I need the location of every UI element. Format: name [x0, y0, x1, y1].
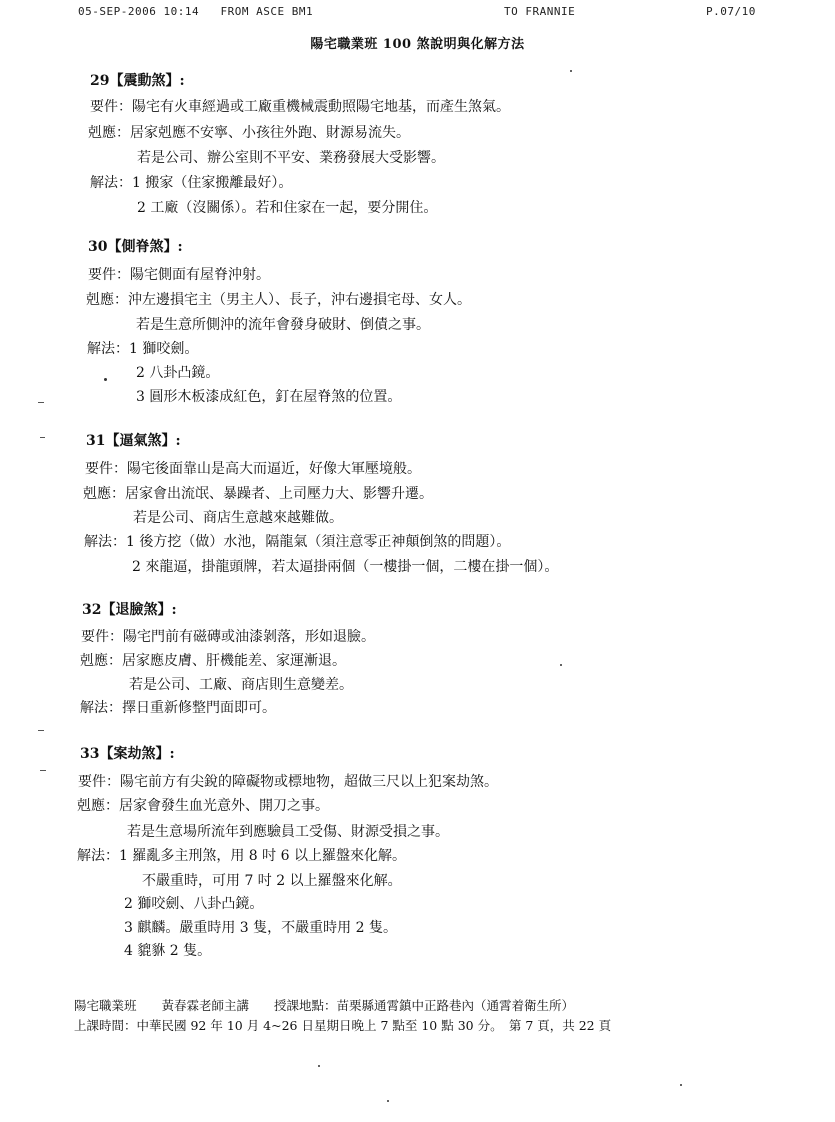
- line-label: 解法：: [90, 175, 132, 191]
- fax-datetime-from: [78, 5, 313, 18]
- scan-speck: [680, 1084, 682, 1086]
- line-text: 若是公司、辦公室則不平安、業務發展大受影響。: [137, 150, 445, 166]
- line-text: 陽宅門前有磁磚或油漆剝落，形如退臉。: [123, 629, 375, 645]
- line-label: 剋應：: [83, 486, 125, 502]
- line-text: 若是公司、工廠、商店則生意變差。: [129, 677, 353, 693]
- line-text: 居家會出流氓、暴躁者、上司壓力大、影響升遷。: [125, 486, 433, 502]
- line-label: 要件：: [78, 774, 120, 790]
- scan-mark: [38, 730, 44, 731]
- requirement-line: [85, 458, 421, 478]
- fax-page: P.07/10: [706, 5, 756, 18]
- effect-continuation: [136, 314, 430, 334]
- solution-continuation: [142, 870, 402, 890]
- scan-mark: [38, 402, 44, 403]
- solution-item: [136, 362, 219, 382]
- effect-continuation: [129, 674, 353, 694]
- line-text: 4 貔貅 2 隻。: [124, 943, 212, 959]
- line-label: 解法：: [84, 534, 126, 550]
- line-text: 不嚴重時，可用 7 吋 2 以上羅盤來化解。: [142, 873, 402, 889]
- line-label: 解法：: [80, 700, 122, 716]
- scan-mark: [40, 770, 46, 771]
- footer-schedule: 上課時間：中華民國 92 年 10 月 4~26 日星期日晚上 7 點至 10 點 30 分。 第 7 頁，共 22 頁: [74, 1018, 612, 1033]
- requirement-line: [78, 771, 498, 791]
- scan-speck: [104, 378, 107, 381]
- line-text: 3 麒麟。嚴重時用 3 隻，不嚴重時用 2 隻。: [124, 920, 397, 936]
- fax-header: [0, 2, 835, 22]
- line-text: 2 八卦凸鏡。: [136, 365, 220, 381]
- line-label: 剋應：: [86, 292, 128, 308]
- scan-speck: [387, 1100, 389, 1102]
- effect-line: [88, 122, 410, 142]
- line-text: 居家應皮膚、肝機能差、家運漸退。: [122, 653, 346, 669]
- section-heading: 29【震動煞】:: [90, 73, 185, 89]
- document-title: 陽宅職業班 100 煞說明與化解方法: [310, 37, 525, 52]
- requirement-line: [88, 264, 270, 284]
- solution-line: [84, 531, 510, 551]
- line-text: 陽宅前方有尖銳的障礙物或標地物，超做三尺以上犯案劫煞。: [120, 774, 498, 790]
- line-text: 居家剋應不安寧、小孩往外跑、財源易流失。: [130, 125, 410, 141]
- line-text: 1 獅咬劍。: [129, 341, 199, 357]
- effect-continuation: [133, 507, 343, 527]
- solution-line: [77, 845, 406, 865]
- line-text: 陽宅後面靠山是高大而逼近，好像大軍壓境般。: [127, 461, 421, 477]
- section-heading: 31【逼氣煞】:: [86, 433, 181, 449]
- fax-to: TO FRANNIE: [504, 5, 576, 18]
- line-text: 2 工廠（沒關係）。若和住家在一起，要分開住。: [137, 200, 438, 216]
- solution-item: [132, 556, 558, 576]
- solution-line: [87, 338, 198, 358]
- line-label: 解法：: [77, 848, 119, 864]
- line-label: 剋應：: [88, 125, 130, 141]
- scan-speck: [318, 1065, 320, 1067]
- effect-line: [86, 289, 471, 309]
- line-text: 若是公司、商店生意越來越難做。: [133, 510, 343, 526]
- scan-speck: [560, 664, 562, 666]
- solution-item: [137, 197, 437, 217]
- solution-line: [80, 697, 276, 717]
- scan-mark: [40, 437, 45, 438]
- solution-item: [136, 386, 401, 406]
- line-text: 1 搬家（住家搬離最好）。: [132, 175, 293, 191]
- line-label: 要件：: [88, 267, 130, 283]
- effect-line: [77, 795, 329, 815]
- fax-from: FROM ASCE BM1: [220, 5, 314, 18]
- line-text: 2 來龍逼，掛龍頭牌，若太逼掛兩個（一樓掛一個，二樓在掛一個）。: [132, 559, 559, 575]
- line-text: 居家會發生血光意外、開刀之事。: [119, 798, 329, 814]
- line-text: 陽宅有火車經過或工廠重機械震動照陽宅地基，而產生煞氣。: [132, 99, 510, 115]
- section-heading: 32【退臉煞】:: [82, 602, 177, 618]
- solution-line: [90, 172, 292, 192]
- line-text: 擇日重新修整門面即可。: [122, 700, 276, 716]
- line-label: 要件：: [81, 629, 123, 645]
- line-text: 1 羅亂多主刑煞，用 8 吋 6 以上羅盤來化解。: [119, 848, 406, 864]
- line-label: 要件：: [85, 461, 127, 477]
- line-label: 剋應：: [77, 798, 119, 814]
- section-heading: 30【側脊煞】:: [88, 239, 183, 255]
- requirement-line: [81, 626, 375, 646]
- line-text: 若是生意所側沖的流年會發身破財、倒債之事。: [136, 317, 430, 333]
- solution-item: [124, 940, 211, 960]
- line-text: 陽宅側面有屋脊沖射。: [130, 267, 270, 283]
- line-text: 1 後方挖（做）水池，隔龍氣（須注意零正神顛倒煞的問題）。: [126, 534, 511, 550]
- footer-course-info: 陽宅職業班 黃春霖老師主講 授課地點：苗栗縣通霄鎮中正路巷內（通霄着衛生所）: [74, 998, 575, 1013]
- line-label: 剋應：: [80, 653, 122, 669]
- effect-continuation: [137, 147, 445, 167]
- line-text: 沖左邊損宅主（男主人）、長子，沖右邊損宅母、女人。: [128, 292, 471, 308]
- section-heading: 33【案劫煞】:: [80, 746, 175, 762]
- fax-datetime: 05-SEP-2006 10:14: [78, 5, 200, 18]
- line-text: 3 圓形木板漆成紅色，釘在屋脊煞的位置。: [136, 389, 402, 405]
- line-label: 解法：: [87, 341, 129, 357]
- requirement-line: [90, 96, 510, 116]
- effect-continuation: [127, 821, 449, 841]
- effect-line: [80, 650, 346, 670]
- solution-item: [124, 917, 397, 937]
- effect-line: [83, 483, 433, 503]
- scan-speck: [570, 70, 572, 72]
- line-text: 2 獅咬劍、八卦凸鏡。: [124, 896, 264, 912]
- line-text: 若是生意場所流年到應驗員工受傷、財源受損之事。: [127, 824, 449, 840]
- line-label: 要件：: [90, 99, 132, 115]
- solution-item: [124, 893, 263, 913]
